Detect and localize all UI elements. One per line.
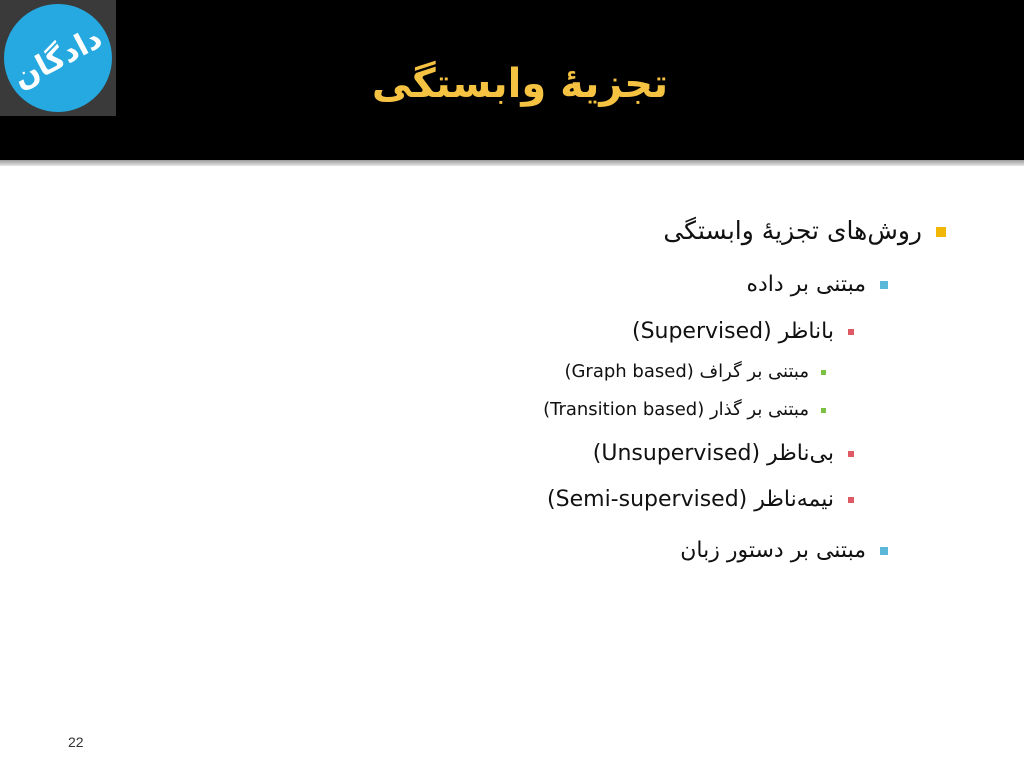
bullet-item-unsupervised (120, 437, 854, 471)
bullet-text: مبتنی بر گذار (Transition based) (543, 399, 809, 420)
bullet-item-semi-supervised (120, 483, 854, 517)
logo (0, 0, 116, 116)
bullet-text: مبتنی بر داده (746, 272, 866, 297)
page-number: 22 (68, 734, 84, 750)
bullet-text: نیمه‌ناظر (Semi-supervised) (547, 487, 834, 512)
square-bullet-icon (848, 497, 854, 503)
slide-title: تجزیۀ وابستگی (371, 61, 669, 107)
square-bullet-icon (821, 370, 826, 375)
bullet-item-supervised (120, 315, 854, 349)
square-bullet-icon (936, 227, 946, 237)
bullet-text: مبتنی بر گراف (Graph based) (564, 361, 809, 382)
square-bullet-icon (848, 329, 854, 335)
bullet-item-transition-based (120, 395, 826, 425)
bullet-item-graph-based (120, 357, 826, 387)
square-bullet-icon (880, 281, 888, 289)
logo-text: دادگان (7, 20, 109, 96)
bullet-item-methods (120, 211, 950, 251)
square-bullet-icon (821, 408, 826, 413)
square-bullet-icon (848, 451, 854, 457)
bullet-text: باناظر (Supervised) (631, 319, 834, 344)
bullet-text: بی‌ناظر (Unsupervised) (592, 441, 834, 466)
bullet-item-data-driven (120, 267, 888, 303)
header-divider (0, 160, 1024, 166)
bullet-text: روش‌های تجزیۀ وابستگی (663, 216, 922, 245)
logo-circle (4, 4, 112, 112)
square-bullet-icon (880, 547, 888, 555)
bullet-text: مبتنی بر دستور زبان (680, 538, 866, 563)
bullet-item-grammar-based (120, 533, 888, 569)
bullet-list (120, 205, 950, 569)
